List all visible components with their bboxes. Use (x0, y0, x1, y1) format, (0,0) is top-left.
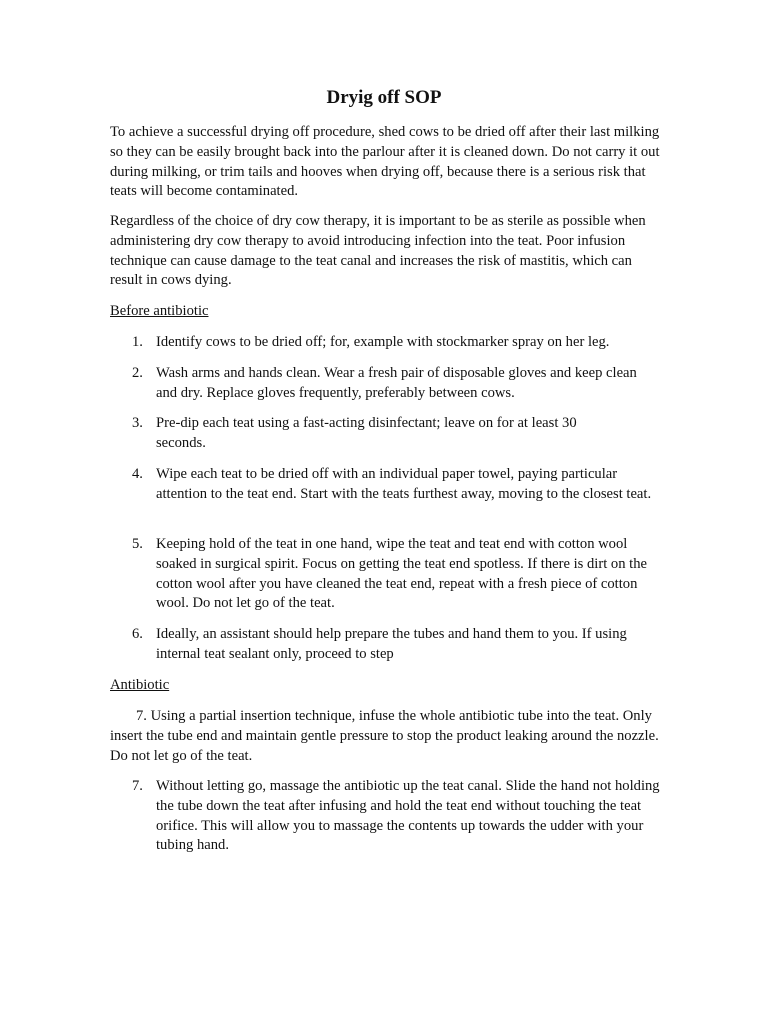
list-item-number: 6. (132, 626, 143, 642)
list-item (110, 333, 660, 353)
list-item (110, 414, 660, 454)
document-title: Dryig off SOP (326, 87, 442, 108)
list-item-text: Wash arms and hands clean. Wear a fresh pair of disposable gloves and keep clean and dry. Replace gloves frequently, preferably between cows. (156, 365, 637, 401)
list-item-number: 1. (132, 334, 143, 350)
list-item-text: Identify cows to be dried off; for, example with stockmarker spray on her leg. (156, 334, 610, 350)
list-item (110, 364, 660, 404)
list-item-number: 4. (132, 466, 143, 482)
intro-paragraph-1: To achieve a successful drying off procedure, shed cows to be dried off after their last milking so they can be easily brought back into the parlour after it is cleaned down. Do not carry it out during milking, or trim tails and hooves when drying off, because there is a serious risk that teats will become contaminated. (110, 124, 660, 200)
section-heading-before-antibiotic: Before antibiotic (110, 303, 209, 319)
list-item-text: Ideally, an assistant should help prepare the tubes and hand them to you. If using internal teat sealant only, proceed to step (156, 626, 627, 662)
list-item-text: Keeping hold of the teat in one hand, wipe the teat and teat end with cotton wool soaked in surgical spirit. Focus on getting the teat end spotless. If there is dirt on the cotton wool after you have cleaned the teat end, repeat with a fresh piece of cotton wool. Do not let go of the teat. (156, 536, 647, 612)
list-item (110, 777, 660, 856)
list-item-text: Without letting go, massage the antibiotic up the teat canal. Slide the hand not holding the tube down the teat after infusing and hold the teat end without touching the teat orifice. This will allow you to massage the contents up towards the udder with your tubing hand. (156, 778, 660, 854)
list-item-number: 3. (132, 415, 143, 431)
list-item-text: Pre-dip each teat using a fast-acting disinfectant; leave on for at least 30 seconds. (156, 415, 577, 451)
list-item (110, 625, 660, 665)
section-heading-antibiotic: Antibiotic (110, 677, 170, 693)
list-item-number: 7. (132, 778, 143, 794)
list-item (110, 465, 660, 505)
intro-paragraph-2: Regardless of the choice of dry cow therapy, it is important to be as sterile as possible when administering dry cow therapy to avoid introducing infection into the teat. Poor infusion technique can cause damage to the teat canal and increases the risk of mastitis, which can result in cows dying. (110, 213, 646, 289)
list-item-number: 2. (132, 365, 143, 381)
list-item (110, 535, 660, 614)
list-item-text: Wipe each teat to be dried off with an individual paper towel, paying particular attention to the teat end. Start with the teats furthest away, moving to the closest teat. (156, 466, 652, 502)
antibiotic-paragraph: 7. Using a partial insertion technique, infuse the whole antibiotic tube into the teat. Only insert the tube end and maintain gentle pressure to stop the product leaking around the nozzle. Do not let go of the teat. (110, 708, 659, 764)
list-item-number: 5. (132, 536, 143, 552)
